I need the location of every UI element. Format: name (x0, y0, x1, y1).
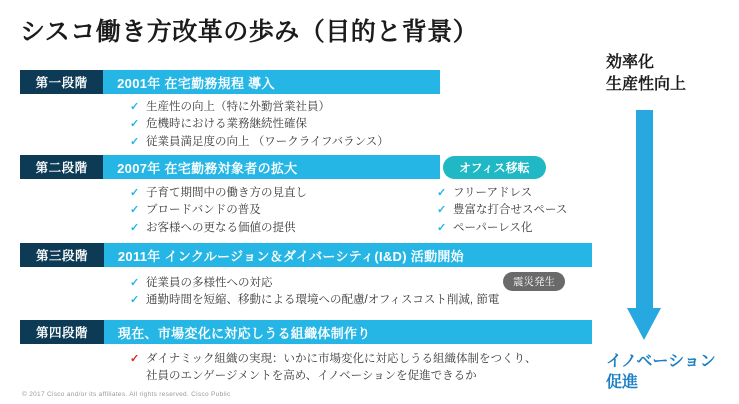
stage-4-badge: 第四段階 (20, 320, 104, 344)
stage-row-4 (20, 320, 592, 344)
page-title: シスコ働き方改革の歩み（目的と背景） (20, 18, 479, 46)
arrow-bottom-label-line1: イノベーション (606, 353, 716, 370)
office-move-pill: オフィス移転 (443, 156, 546, 179)
arrow-bottom-label-line2: 促進 (606, 373, 639, 391)
stage-row-1 (20, 70, 440, 94)
office-move-bullets (437, 186, 567, 238)
list-item (130, 276, 499, 290)
arrow-bottom-label (606, 352, 716, 394)
bullet-text: お客様への更なる価値の提供 (146, 221, 296, 234)
check-icon: ✓ (130, 353, 140, 365)
list-item (130, 369, 537, 383)
stage-2-bullets (130, 186, 307, 238)
check-icon: ✓ (130, 204, 140, 217)
bullet-text: ブロードバンドの普及 (146, 204, 261, 217)
stage-2-headline: 2007年 在宅勤務対象者の拡大 (103, 155, 440, 179)
bullet-text: ペーパーレス化 (453, 221, 533, 234)
check-icon: ✓ (437, 204, 447, 217)
list-item (130, 100, 389, 114)
list-item (130, 352, 537, 366)
list-item (130, 293, 499, 307)
stage-2-badge: 第二段階 (20, 155, 103, 179)
bullet-text: 生産性の向上（特に外勤営業社員） (146, 101, 330, 113)
arrow-shaft (636, 110, 653, 310)
list-item (130, 135, 389, 149)
stage-3-badge: 第三段階 (20, 243, 104, 267)
check-icon: ✓ (437, 221, 447, 234)
check-icon: ✓ (130, 277, 140, 289)
bullet-text: 社員のエンゲージメントを高め、イノベーションを促進できるか (146, 370, 477, 383)
stage-1-headline: 2001年 在宅勤務規程 導入 (103, 70, 440, 94)
stage-3-bullets (130, 276, 499, 311)
bullet-text: ダイナミック組織の実現：いかに市場変化に対応しうる組織体制をつくり、 (146, 353, 537, 365)
list-item (130, 186, 307, 200)
stage-4-headline: 現在、市場変化に対応しうる組織体制作り (104, 320, 592, 344)
list-item (437, 221, 567, 235)
list-item (130, 221, 307, 235)
stage-3-headline: 2011年 インクルージョン＆ダイバーシティ(I&D) 活動開始 (104, 243, 592, 267)
slide-footer: © 2017 Cisco and/or its affiliates. All rights reserved. Cisco Public (22, 391, 231, 398)
check-icon: ✓ (437, 187, 447, 199)
stage-4-bullets (130, 352, 537, 387)
arrow-top-label-line1: 効率化 (606, 54, 655, 71)
check-icon: ✓ (130, 187, 140, 199)
check-icon: ✓ (130, 101, 140, 113)
bullet-text: 子育て期間中の働き方の見直し (146, 187, 307, 199)
bullet-text: 危機時における業務継続性確保 (146, 118, 307, 131)
check-icon: ✓ (130, 118, 140, 131)
bullet-text: 通勤時間を短縮、移動による環境への配慮/オフィスコスト削減, 節電 (146, 294, 500, 307)
down-arrow-icon (627, 110, 661, 340)
bullet-text: フリーアドレス (453, 187, 533, 199)
earthquake-tag: 震災発生 (503, 272, 565, 291)
list-item (437, 203, 567, 217)
check-icon: ✓ (130, 221, 140, 234)
bullet-text: 従業員満足度の向上 （ワークライフバランス） (146, 135, 389, 148)
bullet-text: 従業員の多様性への対応 (146, 277, 273, 289)
arrow-top-label-line2: 生産性向上 (606, 75, 687, 93)
bullet-text: 豊富な打合せスペース (453, 204, 568, 217)
stage-1-bullets (130, 100, 389, 152)
list-item (130, 203, 307, 217)
stage-row-3 (20, 243, 592, 267)
arrow-head (627, 308, 661, 340)
stage-row-2 (20, 155, 440, 179)
list-item (437, 186, 567, 200)
arrow-top-label (606, 52, 686, 95)
stage-1-badge: 第一段階 (20, 70, 103, 94)
check-icon: ✓ (130, 294, 140, 307)
check-icon: ✓ (130, 135, 140, 148)
list-item (130, 117, 389, 131)
